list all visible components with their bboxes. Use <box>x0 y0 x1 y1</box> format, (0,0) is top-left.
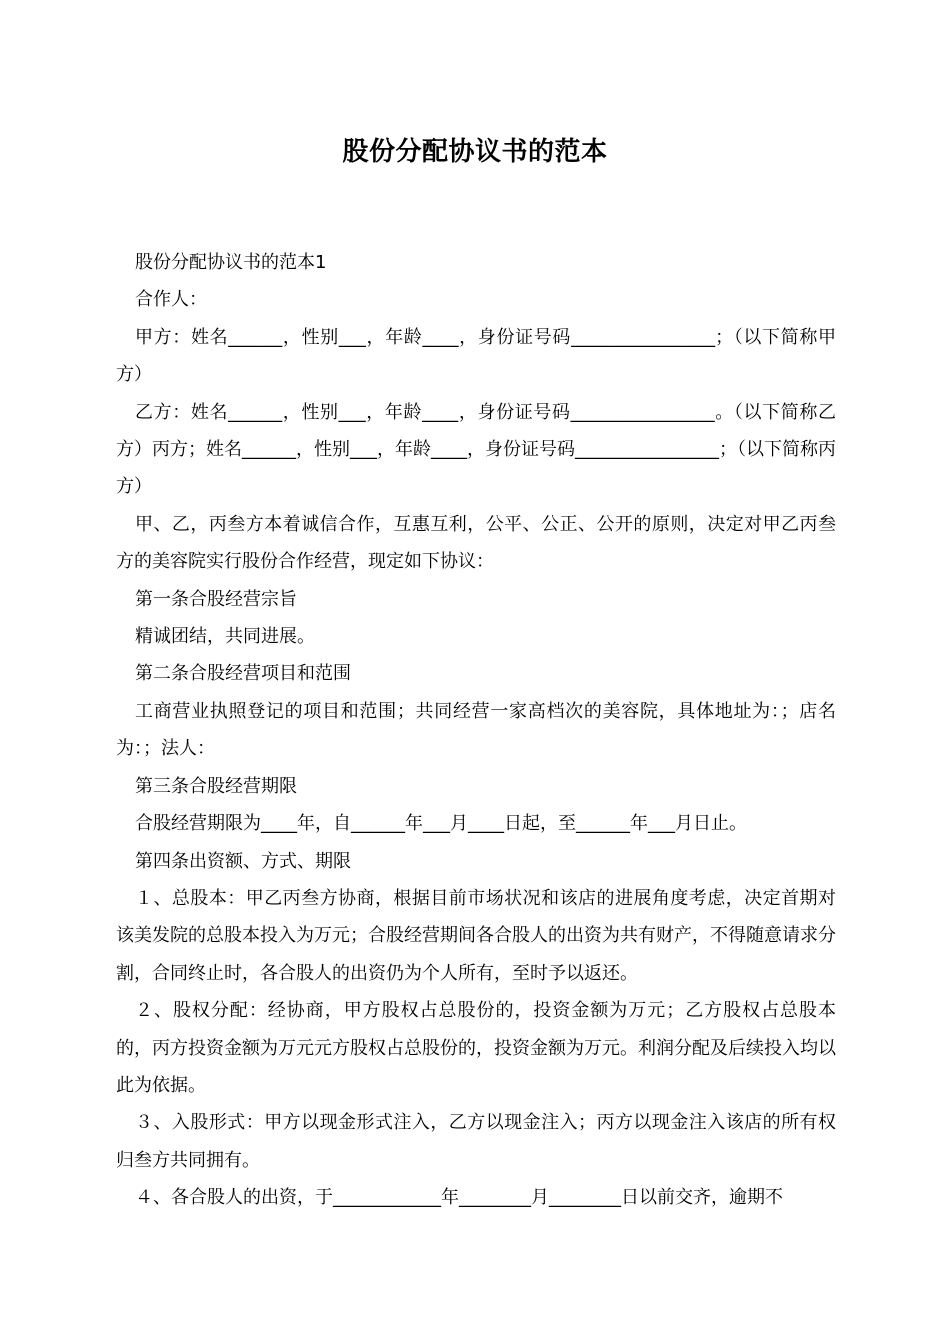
paragraph-article-2-text: 工商营业执照登记的项目和范围；共同经营一家高档次的美容院，具体地址为：；店名为：；法人： <box>116 700 836 760</box>
paragraph-preamble: 甲、乙，丙叁方本着诚信合作，互惠互利，公平、公正、公开的原则，决定对甲乙丙叁方的美容院实行股份合作经营，现定如下协议： <box>116 513 836 573</box>
paragraph-party-b-c: 乙方：姓名______，性别___，年龄____，身份证号码________________。（以下简称乙方）丙方；姓名______，性别___，年龄____，身份证号码________________；（以下简称丙方） <box>116 401 836 498</box>
paragraph-party-a: 甲方：姓名______，性别___，年龄____，身份证号码________________；（以下简称甲方） <box>116 326 836 386</box>
paragraph-article-3-text: 合股经营期限为____年，自______年___月____日起，至______年___月日止。 <box>135 813 747 835</box>
paragraph-article-1-text: 精诚团结，共同进展。 <box>135 626 315 648</box>
paragraph-article-1: 第一条合股经营宗旨 <box>135 588 297 610</box>
document-body <box>116 244 836 1217</box>
paragraph-article-2: 第二条合股经营项目和范围 <box>135 663 351 685</box>
document-title: 股份分配协议书的范本 <box>342 137 608 167</box>
paragraph-partners: 合作人： <box>135 289 207 311</box>
paragraph-item-1: １、总股本：甲乙丙叁方协商，根据目前市场状况和该店的进展角度考虑，决定首期对该美发院的总股本投入为万元；合股经营期间各合股人的出资为共有财产，不得随意请求分割，合同终止时，各合股人的出资仍为个人所有，至时予以返还。 <box>116 887 836 984</box>
paragraph-article-3: 第三条合股经营期限 <box>135 775 297 797</box>
paragraph-item-3: ３、入股形式：甲方以现金形式注入，乙方以现金注入；丙方以现金注入该店的所有权归叁方共同拥有。 <box>116 1112 836 1171</box>
paragraph-article-4: 第四条出资额、方式、期限 <box>135 850 351 872</box>
paragraph-item-4: ４、各合股人的出资，于____________年________月________日以前交齐，逾期不 <box>135 1187 783 1209</box>
paragraph-item-2: ２、股权分配：经协商，甲方股权占总股份的，投资金额为万元；乙方股权占总股本的，丙方投资金额为万元元方股权占总股份的，投资金额为万元。利润分配及后续投入均以此为依据。 <box>116 1000 836 1096</box>
paragraph-heading-1: 股份分配协议书的范本1 <box>135 252 327 273</box>
